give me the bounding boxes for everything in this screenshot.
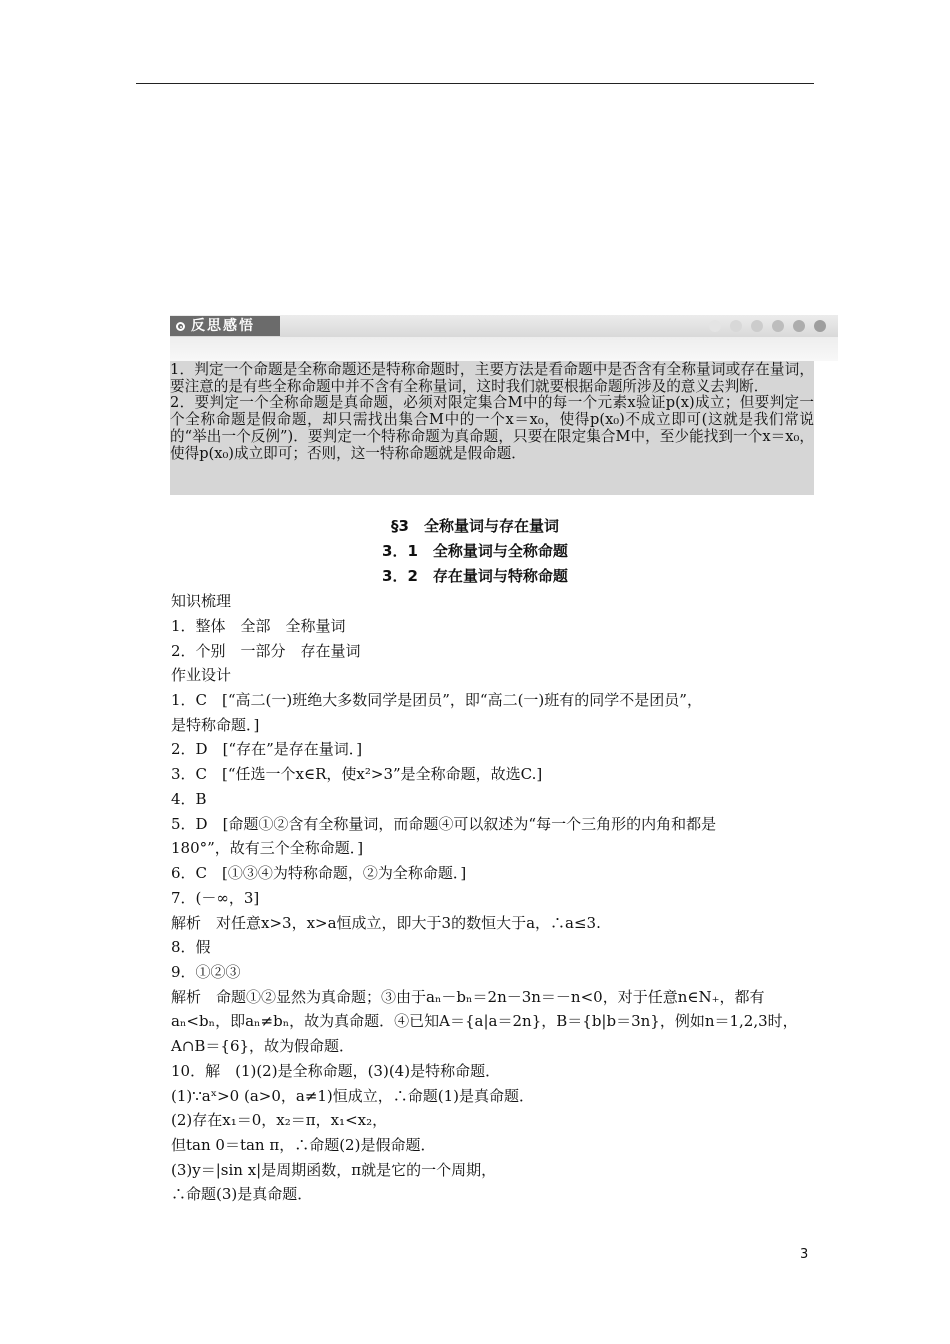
- decorative-dots: [709, 320, 826, 332]
- dot-icon: [793, 320, 805, 332]
- subsection-title-1: 3．1 全称量词与全称命题: [382, 542, 568, 560]
- text-line: 4．B: [171, 790, 207, 808]
- text-line: 解析 对任意x>3，x>a恒成立，即大于3的数恒大于a，∴a≤3.: [171, 914, 601, 932]
- reflection-point-1: 1．判定一个命题是全称命题还是特称命题时，主要方法是看命题中是否含有全称量词或存在量词，要注意的是有些全称命题中并不含有全称量词，这时我们就要根据命题所涉及的意义去判断．: [170, 361, 814, 395]
- reflection-banner-tab: [170, 316, 280, 336]
- text-line: 9．①②③: [171, 963, 241, 981]
- dot-icon: [814, 320, 826, 332]
- text-line: (2)存在x₁＝0，x₂＝π，x₁<x₂，: [171, 1111, 388, 1129]
- text-line: 180°”，故有三个全称命题．]: [171, 839, 364, 857]
- text-line: (1)∵aˣ>0 (a>0，a≠1)恒成立，∴命题(1)是真命题．: [171, 1087, 535, 1105]
- text-line: 3．C [“任选一个x∈R，使x²>3”是全称命题，故选C.]: [171, 765, 543, 783]
- text-line: 6．C [①③④为特称命题，②为全称命题．]: [171, 864, 467, 882]
- target-circle-icon: [176, 322, 185, 331]
- text-line: 8．假: [171, 938, 211, 956]
- text-line: aₙ<bₙ，即aₙ≠bₙ，故为真命题．④已知A＝{a|a＝2n}，B＝{b|b＝3n}，例如n＝1,2,3时，: [171, 1012, 798, 1030]
- subsection-title-2: 3．2 存在量词与特称命题: [382, 567, 568, 585]
- heading-knowledge: 知识梳理: [171, 592, 232, 610]
- dot-icon: [772, 320, 784, 332]
- text-line: 是特称命题．]: [171, 716, 260, 734]
- reflection-box: [170, 361, 814, 495]
- reflection-point-2: 2．要判定一个全称命题是真命题，必须对限定集合M中的每一个元素x验证p(x)成立；但要判定一个全称命题是假命题，却只需找出集合M中的一个x＝x₀，使得p(x₀)不成立即可(这就是我们常说的“举出一个反例”)．要判定一个特称命题为真命题，只要在限定集合M中，至少能找到一个x＝x₀，使得p(x₀)成立即可；否则，这一特称命题就是假命题．: [170, 394, 814, 462]
- header-rule: [136, 83, 814, 84]
- text-line: 7．(－∞，3]: [171, 889, 260, 907]
- text-line: A∩B＝{6}，故为假命题．: [171, 1037, 355, 1055]
- section-title: §3 全称量词与存在量词: [391, 517, 559, 535]
- text-line: 但tan 0＝tan π，∴命题(2)是假命题．: [171, 1136, 436, 1154]
- text-line: 1．C [“高二(一)班绝大多数同学是团员”，即“高二(一)班有的同学不是团员”，: [171, 691, 702, 709]
- dot-icon: [709, 320, 721, 332]
- reflection-banner: [170, 315, 838, 361]
- page-number: 3: [800, 1247, 809, 1262]
- text-line: 2．D [“存在”是存在量词．]: [171, 740, 363, 758]
- text-line: 解析 命题①②显然为真命题；③由于aₙ－bₙ＝2n－3n＝－n<0，对于任意n∈N₊，都有: [171, 988, 765, 1006]
- text-line: ∴命题(3)是真命题．: [171, 1185, 313, 1203]
- heading-homework: 作业设计: [171, 666, 232, 684]
- text-line: 10．解 (1)(2)是全称命题，(3)(4)是特称命题．: [171, 1062, 501, 1080]
- text-line: 5．D [命题①②含有全称量词，而命题④可以叙述为“每一个三角形的内角和都是: [171, 815, 717, 833]
- text-line: 1．整体 全部 全称量词: [171, 617, 346, 635]
- dot-icon: [730, 320, 742, 332]
- banner-title: 反思感悟: [191, 318, 255, 334]
- text-line: (3)y＝|sin x|是周期函数，π就是它的一个周期，: [171, 1161, 497, 1179]
- dot-icon: [751, 320, 763, 332]
- text-line: 2．个别 一部分 存在量词: [171, 642, 361, 660]
